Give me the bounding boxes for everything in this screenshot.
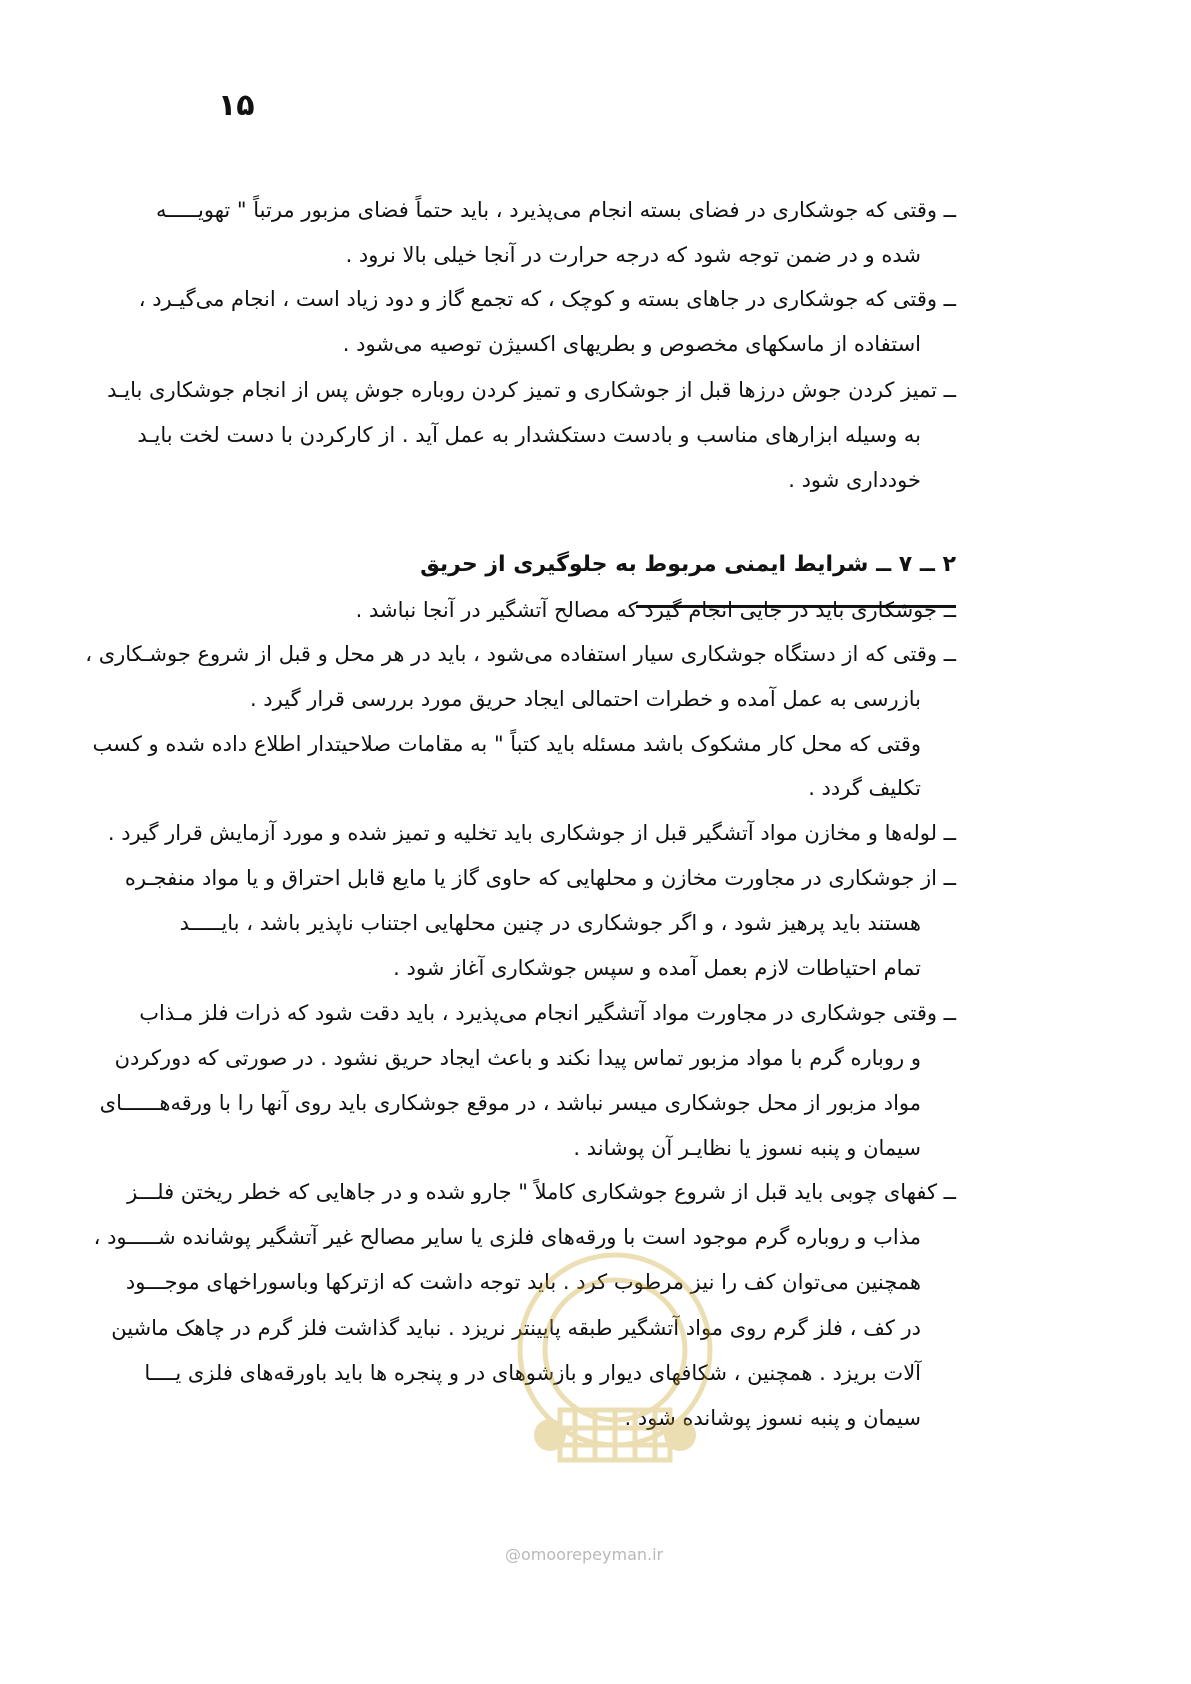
- paragraph-line: خودداری شود .: [788, 468, 921, 492]
- paragraph-line: وقتی که محل کار مشکوک باشد مسئله باید کتباً " به مقامات صلاحیتدار اطلاع داده شده و کسب: [92, 732, 921, 756]
- paragraph-line: ــ از جوشکاری در مجاورت مخازن و محلهایی که حاوی گاز یا مایع قابل احتراق و یا مواد منفجـره: [124, 866, 956, 890]
- paragraph-line: در کف ، فلز گرم روی مواد آتشگیر طبقه پایینتر نریزد . نباید گذاشت فلز گرم در چاهک ماشین: [111, 1316, 921, 1340]
- paragraph-line: شده و در ضمن توجه شود که درجه حرارت در آنجا خیلی بالا نرود .: [345, 243, 921, 267]
- paragraph-line: و روباره گرم با مواد مزبور تماس پیدا نکند و باعث ایجاد حریق نشود . در صورتی که دورکردن: [114, 1046, 921, 1070]
- paragraph-line: ــ لوله‌ها و مخازن مواد آتشگیر قبل از جوشکاری باید تخلیه و تمیز شده و مورد آزمایش قرار گیرد .: [107, 821, 956, 845]
- paragraph-line: ــ وقتی که جوشکاری در جاهای بسته و کوچک ، که تجمع گاز و دود زیاد است ، انجام می‌گیـرد ،: [138, 287, 956, 311]
- paragraph-line: ــ وقتی که از دستگاه جوشکاری سیار استفاده می‌شود ، باید در هر محل و قبل از شروع جوشـکاری ،: [85, 642, 956, 666]
- paragraph-line: مواد مزبور از محل جوشکاری میسر نباشد ، در موقع جوشکاری باید روی آنها را با ورقه‌هــــــای: [99, 1091, 921, 1115]
- paragraph-line: ــ جوشکاری باید در جایی انجام گیرد که مصالح آتشگیر در آنجا نباشد .: [355, 598, 956, 622]
- page-number: ۱۵: [218, 88, 255, 123]
- paragraph-line: سیمان و پنبه نسوز پوشانده شود .: [624, 1406, 921, 1430]
- paragraph-line: استفاده از ماسکهای مخصوص و بطریهای اکسیژن توصیه می‌شود .: [342, 332, 921, 356]
- paragraph-line: تمام احتیاطات لازم بعمل آمده و سپس جوشکاری آغاز شود .: [393, 956, 921, 980]
- paragraph-line: تکلیف گردد .: [808, 776, 921, 800]
- watermark-site-text: @omoorepeyman.ir: [505, 1545, 664, 1564]
- paragraph-line: ــ تمیز کردن جوش درزها قبل از جوشکاری و تمیز کردن روباره جوش پس از انجام جوشکاری بایـد: [107, 378, 956, 402]
- paragraph-line: مذاب و روباره گرم موجود است با ورقه‌های فلزی یا سایر مصالح غیر آتشگیر پوشانده شـــــود ،: [93, 1225, 921, 1249]
- paragraph-line: ــ وقتی جوشکاری در مجاورت مواد آتشگیر انجام می‌پذیرد ، باید دقت شود که ذرات فلز مـذاب: [139, 1001, 956, 1025]
- paragraph-line: ــ کفهای چوبی باید قبل از شروع جوشکاری کاملاً " جارو شده و در جاهایی که خطر ریختن فلـــز: [127, 1180, 956, 1204]
- paragraph-line: آلات بریزد . همچنین ، شکافهای دیوار و بازشوهای در و پنجره ها باید باورقه‌های فلزی یــــا: [144, 1361, 921, 1385]
- paragraph-line: به وسیله ابزارهای مناسب و بادست دستکشدار به عمل آید . از کارکردن با دست لخت بایـد: [137, 423, 921, 447]
- paragraph-line: ــ وقتی که جوشکاری در فضای بسته انجام می‌پذیرد ، باید حتماً فضای مزبور مرتباً " تهویـــــه: [156, 198, 956, 222]
- paragraph-line: هستند باید پرهیز شود ، و اگر جوشکاری در چنین محلهایی اجتناب ناپذیر باشد ، بایـــــد: [179, 911, 921, 935]
- paragraph-line: بازرسی به عمل آمده و خطرات احتمالی ایجاد حریق مورد بررسی قرار گیرد .: [249, 687, 921, 711]
- section-heading: ۲ ــ ۷ ــ شرایط ایمنی مربوط به جلوگیری از حریق: [420, 552, 956, 577]
- watermark-logo-icon: [500, 1200, 730, 1500]
- paragraph-line: سیمان و پنبه نسوز یا نظایـر آن پوشاند .: [573, 1136, 921, 1160]
- paragraph-line: همچنین می‌توان کف را نیز مرطوب کرد . باید توجه داشت که ازترکها وباسوراخهای موجـــود: [125, 1270, 921, 1294]
